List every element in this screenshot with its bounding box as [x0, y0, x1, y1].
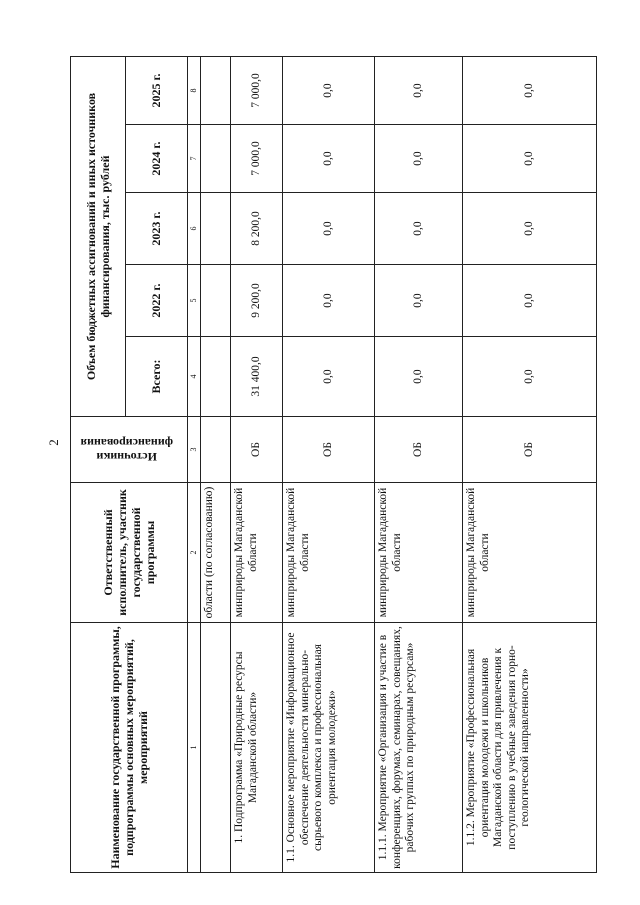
header-volume-group: Объем бюджетных ассигнований и иных источников финансирования, тыс. рублей [71, 56, 126, 416]
row-source: ОБ [231, 417, 283, 483]
rotated-table-container [70, 57, 595, 873]
row-name: 1.1.2. Мероприятие «Профессиональная ориентация молодежи и школьников Магаданской области для привлечения к поступлению в учебные заведения горно-геологической направленности» [463, 623, 597, 873]
row-executor: минприроды Магаданской области [231, 483, 283, 623]
header-row-1 [71, 56, 126, 872]
row-2023: 8 200,0 [231, 193, 283, 265]
row-name: 1.1. Основное мероприятие «Информационное обеспечение деятельности минерально-сырьевого комплекса и профессиональная ориентация молодежи» [283, 623, 375, 873]
header-2023: 2023 г. [126, 193, 188, 265]
header-executor: Ответственный исполнитель, участник государственной программы [71, 483, 188, 623]
row-executor: минприроды Магаданской области [283, 483, 375, 623]
col-num: 6 [188, 193, 201, 265]
row-total: 0,0 [463, 337, 597, 417]
table-cell [201, 56, 231, 124]
header-total: Всего: [126, 337, 188, 417]
row-executor: минприроды Магаданской области [463, 483, 597, 623]
row-2022: 9 200,0 [231, 265, 283, 337]
row-source: ОБ [375, 417, 463, 483]
header-source [71, 417, 188, 483]
financing-table [70, 56, 597, 873]
col-num: 8 [188, 56, 201, 124]
row-2022: 0,0 [463, 265, 597, 337]
row-executor: минприроды Магаданской области [375, 483, 463, 623]
table-cell [201, 623, 231, 873]
row-2023: 0,0 [375, 193, 463, 265]
continuation-row [201, 56, 231, 872]
table-row [463, 56, 597, 872]
row-2024: 0,0 [283, 125, 375, 193]
row-2022: 0,0 [283, 265, 375, 337]
row-2025: 0,0 [463, 56, 597, 124]
col-num: 5 [188, 265, 201, 337]
row-total: 31 400,0 [231, 337, 283, 417]
col-num: 1 [188, 623, 201, 873]
row-name: 1. Подпрограмма «Природные ресурсы Магаданской области» [231, 623, 283, 873]
row-2025: 0,0 [375, 56, 463, 124]
header-source-label: Источники финансирования [81, 435, 174, 464]
row-total: 0,0 [283, 337, 375, 417]
column-number-row [188, 56, 201, 872]
row-2025: 0,0 [283, 56, 375, 124]
col-num: 4 [188, 337, 201, 417]
table-cell [201, 125, 231, 193]
row-2024: 7 000,0 [231, 125, 283, 193]
table-cell [201, 417, 231, 483]
row-source: ОБ [283, 417, 375, 483]
header-2025: 2025 г. [126, 56, 188, 124]
table-row [375, 56, 463, 872]
continuation-executor: области (по согласованию) [201, 483, 231, 623]
row-2025: 7 000,0 [231, 56, 283, 124]
table-cell [201, 337, 231, 417]
row-2024: 0,0 [463, 125, 597, 193]
row-total: 0,0 [375, 337, 463, 417]
header-2024: 2024 г. [126, 125, 188, 193]
col-num: 7 [188, 125, 201, 193]
col-num: 2 [188, 483, 201, 623]
table-cell [201, 265, 231, 337]
row-2023: 0,0 [463, 193, 597, 265]
row-2023: 0,0 [283, 193, 375, 265]
row-name: 1.1.1. Мероприятие «Организация и участие в конференциях, форумах, семинарах, совещаниях, рабочих группах по природным ресурсам» [375, 623, 463, 873]
table-cell [201, 193, 231, 265]
table-row [283, 56, 375, 872]
col-num: 3 [188, 417, 201, 483]
table-row [231, 56, 283, 872]
header-name: Наименование государственной программы, подпрограммы основных мероприятий, мероприятий [71, 623, 188, 873]
row-2022: 0,0 [375, 265, 463, 337]
header-2022: 2022 г. [126, 265, 188, 337]
row-source: ОБ [463, 417, 597, 483]
page-number: 2 [45, 439, 61, 446]
row-2024: 0,0 [375, 125, 463, 193]
